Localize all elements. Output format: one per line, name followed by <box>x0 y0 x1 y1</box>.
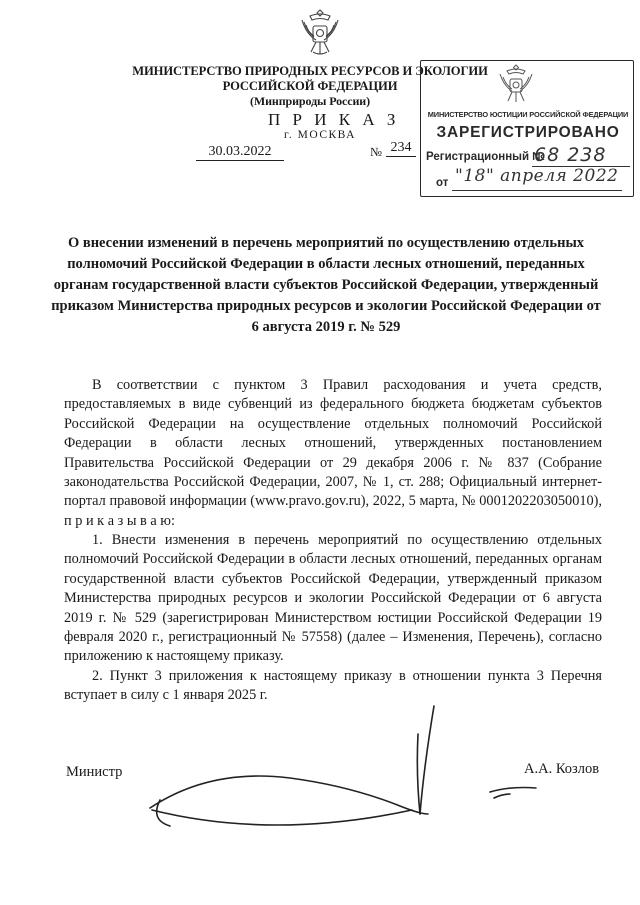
order-number: 234 <box>386 139 416 157</box>
stamp-coat-of-arms-icon <box>495 62 537 108</box>
signatory-name: А.А. Козлов <box>524 761 600 777</box>
stamp-date-value: "18" апреля 2022 <box>455 166 619 186</box>
stamp-registered-label: ЗАРЕГИСТРИРОВАНО <box>436 124 620 141</box>
order-date: 30.03.2022 <box>196 143 284 161</box>
stamp-regno-value: 68 238 <box>534 144 607 166</box>
stamp-date-label: от <box>436 177 449 189</box>
ministry-name-line2: РОССИЙСКОЙ ФЕДЕРАЦИИ <box>222 79 398 93</box>
stamp-date-underline <box>452 190 622 191</box>
document-title: О внесении изменений в перечень мероприятий по осуществлению отдельных полномочий Российской Федерации в области лесных отношений, переданных органам государственной власти субъектов Российской Федерации, утвержденный приказом Министерства природных ресурсов и экологии Российской Федерации от 6 августа 2019 г. № 529 <box>51 235 601 335</box>
body-paragraph-2: 1. Внести изменения в перечень мероприятий по осуществлению отдельных полномочий Российской Федерации в области лесных отношений, переданных органам государственной власти субъектов Российской Федерации, утвержденный приказом Министерства природных ресурсов и экологии Российской Федерации от 6 августа 2019 г. № 529 (зарегистрирован Министерством юстиции Российской Федерации 19 февраля 2020 г., регистрационный № 57558) (далее – Изменения, Перечень), согласно приложению к настоящему приказу. <box>64 532 602 665</box>
ministry-short-name: (Минприроды России) <box>249 94 371 108</box>
order-city: г. МОСКВА <box>284 129 356 141</box>
body-paragraph-3: 2. Пункт 3 приложения к настоящему приказу в отношении пункта 3 Перечня вступает в силу с 1 января 2025 г. <box>64 668 602 704</box>
order-title: П Р И К А З <box>268 110 400 129</box>
body-paragraph-1: В соответствии с пунктом 3 Правил расходования и учета средств, предоставляемых в виде субвенций из федерального бюджета бюджетам субъектов Российской Федерации на осуществление отдельных полномочий Российской Федерации в области лесных отношений, утвержденных постановлением Правительства Российской Федерации от 29 декабря 2006 г. № 837 (Собрание законодательства Российской Федерации, 2007, № 1, ст. 288; Официальный интернет-портал правовой информации (www.pravo.gov.ru), 2022, 5 марта, № 0001202203050010), п р и к а з ы в а ю: <box>64 377 602 529</box>
coat-of-arms-icon <box>296 6 344 60</box>
order-number-label: № <box>370 145 382 159</box>
ministry-name-line1: МИНИСТЕРСТВО ПРИРОДНЫХ РЕСУРСОВ И ЭКОЛОГИИ <box>132 64 488 78</box>
signatory-position: Министр <box>66 764 123 780</box>
stamp-ministry-name: МИНИСТЕРСТВО ЮСТИЦИИ РОССИЙСКОЙ ФЕДЕРАЦИИ <box>427 110 629 119</box>
handwritten-signature-icon <box>130 700 550 850</box>
stamp-regno-label: Регистрационный № <box>426 151 546 163</box>
